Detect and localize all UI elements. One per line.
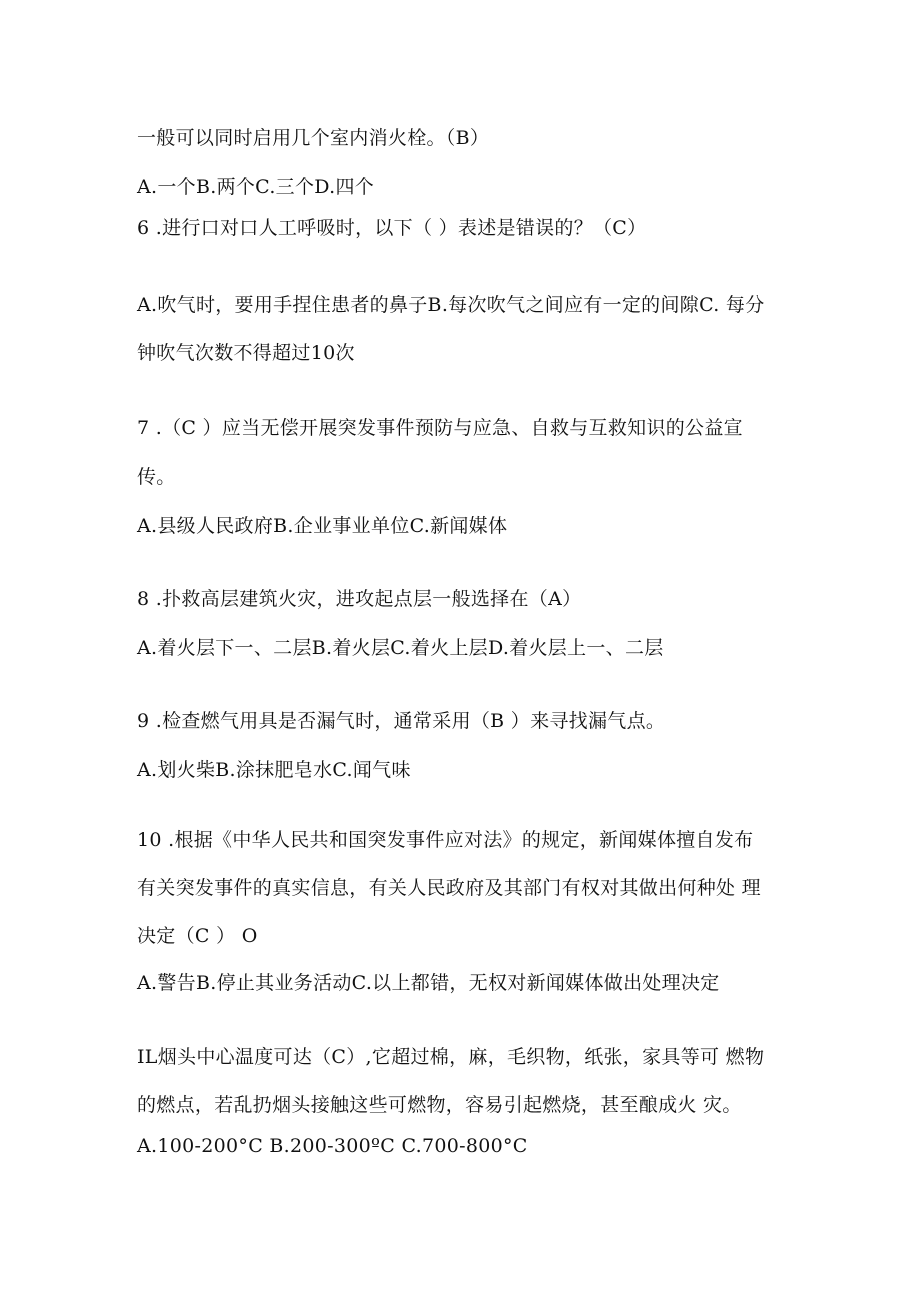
question-8-options: A.着火层下一、二层B.着火层C.着火上层D.着火层上一、二层 <box>137 637 664 659</box>
question-6-options-line-1: A.吹气时，要用手捏住患者的鼻子B.每次吹气之间应有一定的间隙C. 每分 <box>137 294 765 316</box>
question-11-stem-line-1: IL烟头中心温度可达（C）,它超过棉，麻，毛织物，纸张，家具等可 燃物 <box>137 1046 765 1068</box>
question-10-stem-line-2: 有关突发事件的真实信息，有关人民政府及其部门有权对其做出何种处 理 <box>137 877 761 899</box>
question-5-options: A.一个B.两个C.三个D.四个 <box>137 176 375 198</box>
question-10-stem-line-1: 10 .根据《中华人民共和国突发事件应对法》的规定，新闻媒体擅自发布 <box>137 829 754 851</box>
question-9-options: A.划火柴B.涂抹肥皂水C.闻气味 <box>137 759 411 781</box>
question-8-stem: 8 .扑救高层建筑火灾，进攻起点层一般选择在（A） <box>137 588 582 610</box>
question-6-options-line-2: 钟吹气次数不得超过10次 <box>137 342 355 364</box>
question-7-options: A.县级人民政府B.企业事业单位C.新闻媒体 <box>137 515 508 537</box>
question-10-options: A.警告B.停止其业务活动C.以上都错，无权对新闻媒体做出处理决定 <box>137 972 720 994</box>
question-9-stem: 9 .检查燃气用具是否漏气时，通常采用（B ）来寻找漏气点。 <box>137 710 666 732</box>
question-5-stem-continued: 一般可以同时启用几个室内消火栓。（B） <box>137 127 490 149</box>
question-6-stem: 6 .进行口对口人工呼吸时，以下（ ）表述是错误的？（C） <box>137 217 647 239</box>
question-11-stem-line-2: 的燃点，若乱扔烟头接触这些可燃物，容易引起燃烧，甚至酿成火 灾。 <box>137 1094 742 1116</box>
question-11-options: A.100-200°C B.200-300ºC C.700-800°C <box>137 1135 528 1157</box>
question-7-stem-line-1: 7 .（C ）应当无偿开展突发事件预防与应急、自救与互救知识的公益宣 <box>137 417 743 439</box>
question-7-stem-line-2: 传。 <box>137 466 176 488</box>
question-10-stem-line-3: 决定（C ） O <box>137 925 258 947</box>
